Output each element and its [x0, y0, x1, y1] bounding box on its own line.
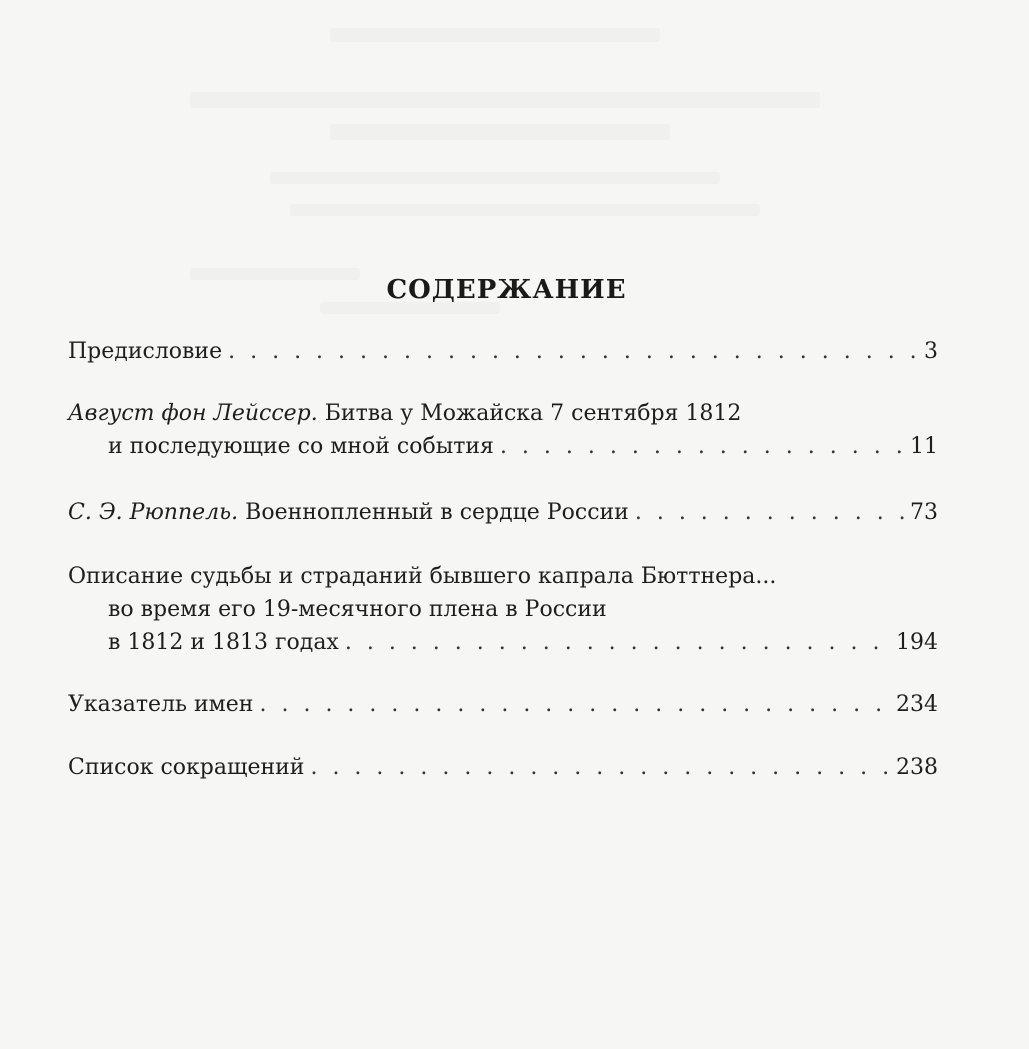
page-number: 3	[924, 339, 938, 364]
bleed-through-mark	[290, 204, 760, 216]
toc-entry-line	[68, 430, 938, 463]
page-number: 73	[910, 500, 938, 525]
toc-entry-line	[68, 593, 938, 626]
toc-entry-title: Указатель имен	[68, 692, 254, 717]
dot-leader	[228, 335, 918, 368]
toc-entry[interactable]	[68, 560, 938, 659]
bleed-through-mark	[190, 92, 820, 108]
toc-entry-line	[68, 688, 938, 721]
page-number: 234	[896, 692, 938, 717]
toc-entry-author: Август фон Лейссер.	[68, 401, 318, 426]
dot-leader	[259, 688, 890, 721]
toc-entry[interactable]	[68, 335, 938, 368]
toc-entry-title: в 1812 и 1813 годах	[108, 630, 339, 655]
page-title: СОДЕРЖАНИЕ	[386, 275, 627, 306]
toc-entry-line	[68, 335, 938, 368]
toc-entry-line	[68, 496, 938, 529]
page-number: 194	[896, 630, 938, 655]
toc-entry-title: и последующие со мной события	[108, 434, 494, 459]
toc-entry-author: С. Э. Рюппель.	[68, 500, 239, 525]
bleed-through-mark	[270, 172, 720, 184]
bleed-through-mark	[330, 124, 670, 140]
toc-entry-title: во время его 19-месячного плена в России	[108, 597, 607, 622]
toc-entry-title: Битва у Можайска 7 сентября 1812	[324, 401, 742, 426]
dot-leader	[635, 496, 904, 529]
toc-entry-line	[68, 751, 938, 784]
toc-entry[interactable]	[68, 397, 938, 463]
toc-entry-line	[68, 397, 938, 430]
bleed-through-mark	[330, 28, 660, 42]
toc-entry[interactable]	[68, 496, 938, 529]
toc-entry[interactable]	[68, 751, 938, 784]
toc-entry-title: Военнопленный в сердце России	[245, 500, 629, 525]
toc-entry-title: Описание судьбы и страданий бывшего капрала Бюттнера...	[68, 564, 777, 589]
page-number: 11	[910, 434, 938, 459]
toc-entry-line	[68, 626, 938, 659]
toc-entry-line	[68, 560, 938, 593]
dot-leader	[310, 751, 890, 784]
toc-entry-title: Предисловие	[68, 339, 223, 364]
page-number: 238	[896, 755, 938, 780]
toc-entry-title: Список сокращений	[68, 755, 305, 780]
toc-entry-text	[68, 496, 629, 529]
dot-leader	[500, 430, 904, 463]
toc-entry[interactable]	[68, 688, 938, 721]
dot-leader	[345, 626, 890, 659]
